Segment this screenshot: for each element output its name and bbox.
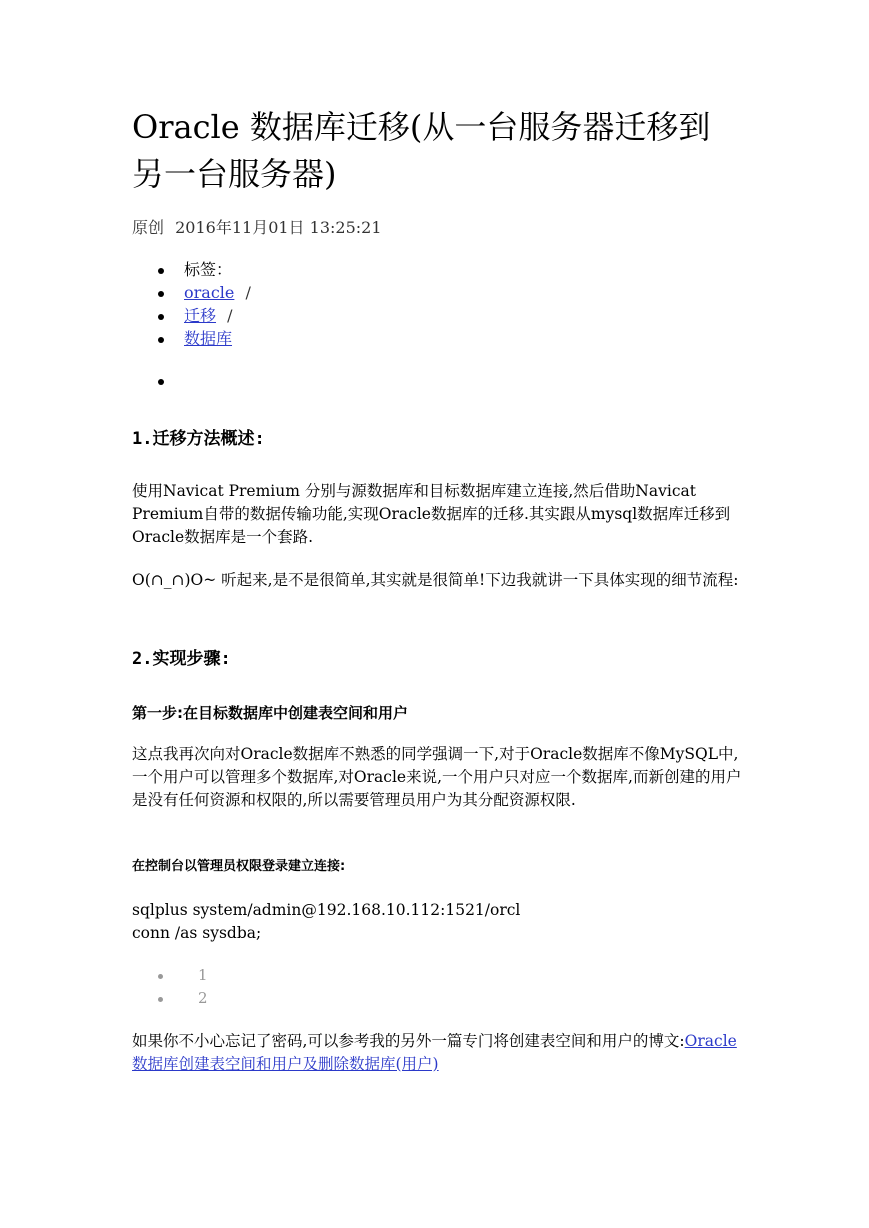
tag-link-oracle[interactable]: oracle <box>184 283 235 302</box>
password-paragraph-text: 如果你不小心忘记了密码,可以参考我的另外一篇专门将创建表空间和用户的博文: <box>132 1032 685 1050</box>
tag-separator: / <box>245 283 251 302</box>
article-meta <box>132 217 382 239</box>
article-datetime: 2016年11月01日 13:25:21 <box>175 218 382 237</box>
line-number: 2 <box>132 987 208 1010</box>
code-block <box>132 899 520 945</box>
overview-paragraph: 使用Navicat Premium 分别与源数据库和目标数据库建立连接,然后借助Navicat Premium自带的数据传输功能,实现Oracle数据库的迁移.其实跟从mysql数据库迁移到Oracle数据库是一个套路. <box>132 482 731 546</box>
code-line: conn /as sysdba; <box>132 924 262 942</box>
section-heading-overview: 1.迁移方法概述: <box>132 429 265 449</box>
empty-list-item <box>132 369 251 392</box>
related-article-link[interactable]: Oracle数据库创建表空间和用户及删除数据库(用户) <box>132 1032 737 1073</box>
tag-link-migration[interactable]: 迁移 <box>184 306 217 325</box>
step1-heading: 第一步:在目标数据库中创建表空间和用户 <box>132 704 409 722</box>
code-line: sqlplus system/admin@192.168.10.112:1521/orcl <box>132 901 521 919</box>
article-type: 原创 <box>132 218 165 237</box>
step1-paragraph: 这点我再次向对Oracle数据库不熟悉的同学强调一下,对于Oracle数据库不像MySQL中,一个用户可以管理多个数据库,对Oracle来说,一个用户只对应一个数据库,而新创建的用户是没有任何资源和权限的,所以需要管理员用户为其分配资源权限. <box>132 745 742 809</box>
tag-item <box>132 327 251 350</box>
article-title: Oracle 数据库迁移(从一台服务器迁移到另一台服务器) <box>132 108 711 193</box>
tag-list <box>132 258 251 392</box>
console-heading: 在控制台以管理员权限登录建立连接: <box>132 859 346 874</box>
tag-item <box>132 304 251 327</box>
tags-label: 标签： <box>184 260 233 279</box>
tag-separator: / <box>227 306 233 325</box>
tag-item <box>132 281 251 304</box>
password-paragraph <box>132 1030 742 1076</box>
intro-paragraph: O(∩_∩)O~ 听起来,是不是很简单,其实就是很简单!下边我就讲一下具体实现的细节流程: <box>132 571 739 589</box>
tag-link-database[interactable]: 数据库 <box>184 329 233 348</box>
section-heading-steps: 2.实现步骤: <box>132 649 231 669</box>
line-number-list <box>132 964 208 1010</box>
line-number: 1 <box>132 964 208 987</box>
tags-label-item <box>132 258 251 281</box>
